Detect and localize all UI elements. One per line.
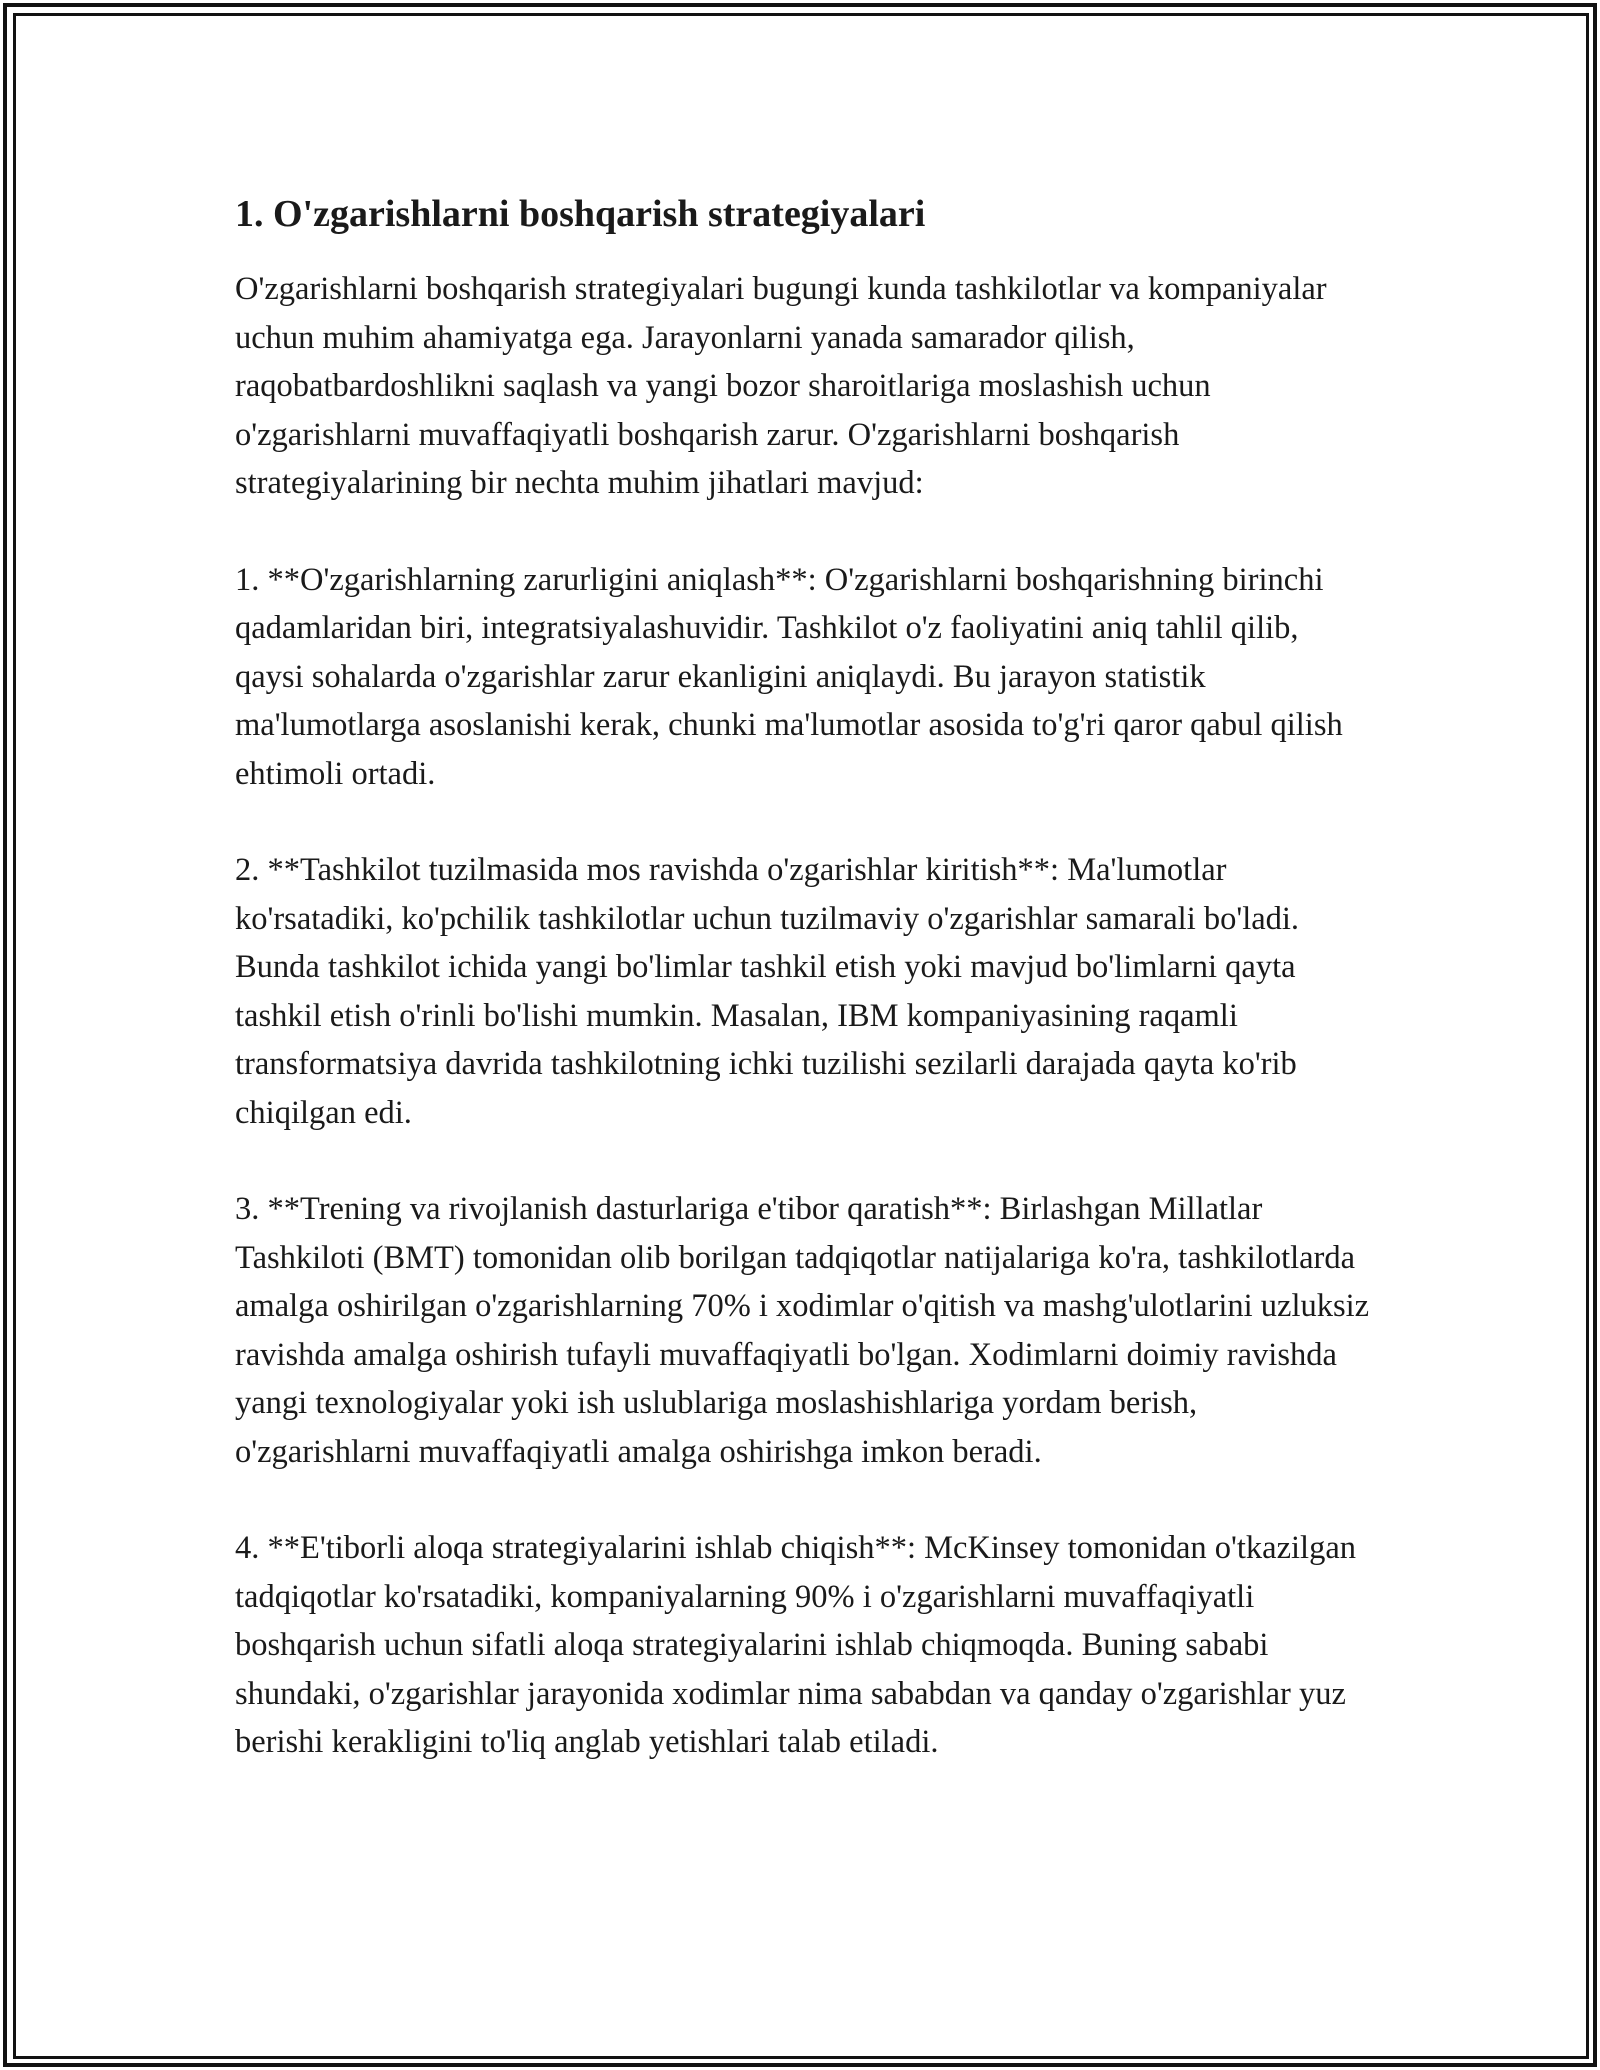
list-item-2-paragraph: 2. **Tashkilot tuzilmasida mos ravishda o'zgarishlar kiritish**: Ma'lumotlar ko'rsatadiki, ko'pchilik tashkilotlar uchun tuzilmaviy o'zgarishlar samarali bo'ladi. Bunda tashkilot ichida yangi bo'limlar tashkil etish yoki mavjud bo'limlarni qayta tashkil etish o'rinli bo'lishi mumkin. Masalan, IBM kompaniyasining raqamli transformatsiya davrida tashkilotning ichki tuzilishi sezilarli darajada qayta ko'rib chiqilgan edi. bbox=[235, 852, 1300, 1131]
list-item-1-paragraph: 1. **O'zgarishlarning zarurligini aniqlash**: O'zgarishlarni boshqarishning birinchi qadamlaridan biri, integratsiyalashuvidir. Tashkilot o'z faoliyatini aniq tahlil qilib, qaysi sohalarda o'zgarishlar zarur ekanligini aniqlaydi. Bu jarayon statistik ma'lumotlarga asoslanishi kerak, chunki ma'lumotlar asosida to'g'ri qaror qabul qilish ehtimoli ortadi. bbox=[235, 561, 1343, 792]
intro-paragraph: O'zgarishlarni boshqarish strategiyalari bugungi kunda tashkilotlar va kompaniyalar uchun muhim ahamiyatga ega. Jarayonlarni yanada samarador qilish, raqobatbardoshlikni saqlash va yangi bozor sharoitlariga moslashish uchun o'zgarishlarni muvaffaqiyatli boshqarish zarur. O'zgarishlarni boshqarish strategiyalarining bir nechta muhim jihatlari mavjud: bbox=[235, 271, 1327, 501]
list-item-3-paragraph: 3. **Trening va rivojlanish dasturlariga e'tibor qaratish**: Birlashgan Millatlar Tashkiloti (BMT) tomonidan olib borilgan tadqiqotlar natijalariga ko'ra, tashkilotlarda amalga oshirilgan o'zgarishlarning 70% i xodimlar o'qitish va mashg'ulotlarini uzluksiz ravishda amalga oshirish tufayli muvaffaqiyatli bo'lgan. Xodimlarni doimiy ravishda yangi texnologiyalar yoki ish uslublariga moslashishlariga yordam berish, o'zgarishlarni muvaffaqiyatli amalga oshirishga imkon beradi. bbox=[235, 1191, 1370, 1470]
list-item-4-paragraph: 4. **E'tiborli aloqa strategiyalarini ishlab chiqish**: McKinsey tomonidan o'tkazilgan tadqiqotlar ko'rsatadiki, kompaniyalarning 90% i o'zgarishlarni muvaffaqiyatli boshqarish uchun sifatli aloqa strategiyalarini ishlab chiqmoqda. Buning sababi shundaki, o'zgarishlar jarayonida xodimlar nima sababdan va qanday o'zgarishlar yuz berishi kerakligini to'liq anglab yetishlari talab etiladi. bbox=[235, 1530, 1356, 1760]
document-body bbox=[235, 185, 1375, 1815]
section-heading: 1. O'zgarishlarni boshqarish strategiyalari bbox=[235, 193, 926, 235]
